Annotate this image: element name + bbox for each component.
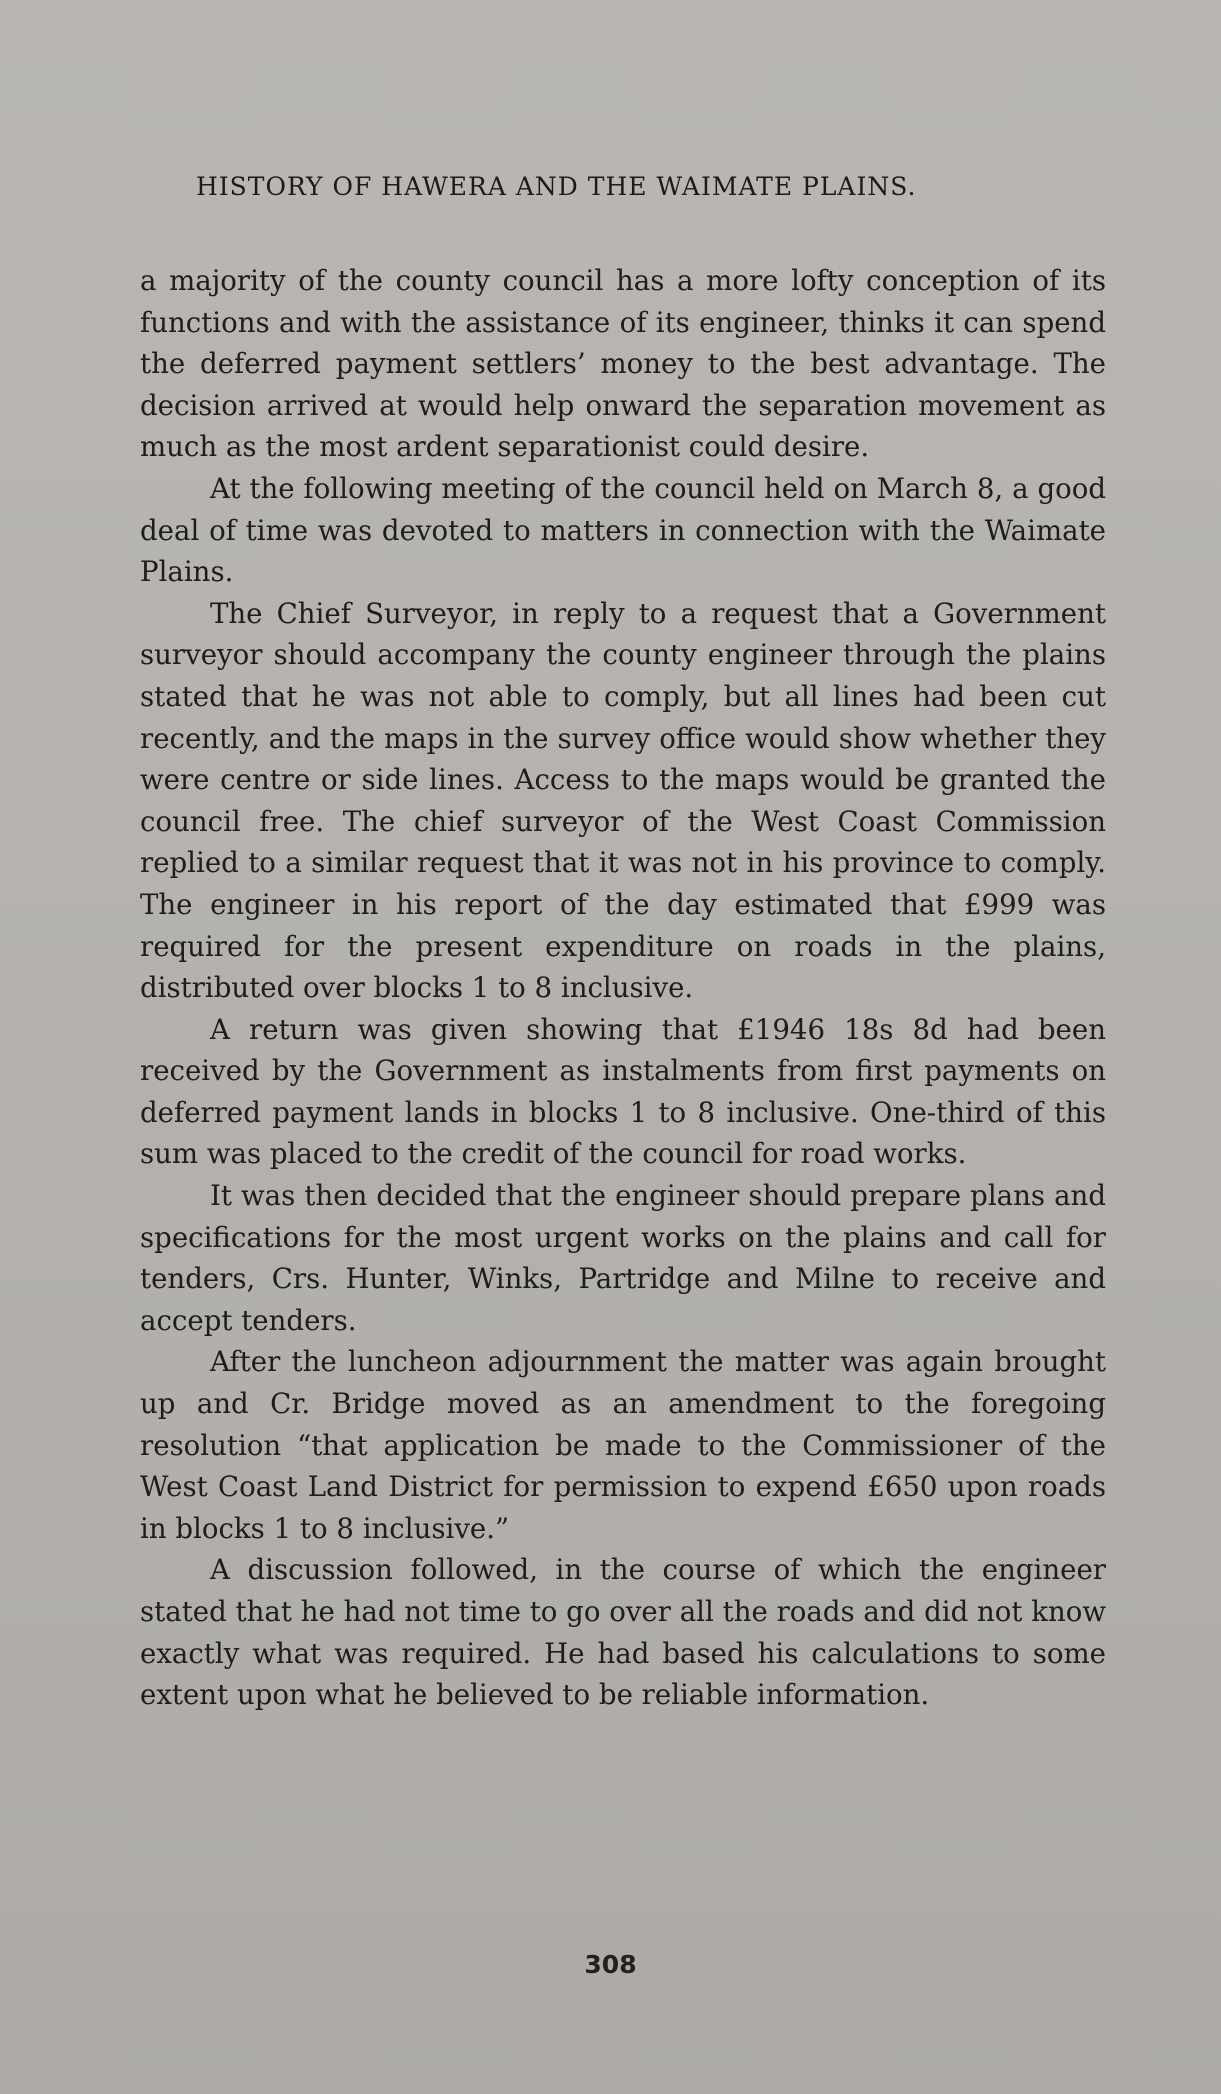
paragraph: The Chief Surveyor, in reply to a request that a Government surveyor should accompany the county engineer through the plains stated that he was not able to comply, but all lines had been cut recently, and the maps in the survey office would show whether they were centre or side lines. Access to the maps would be granted the council free. The chief surveyor of the West Coast Commission replied to a similar request that it was not in his province to comply. The engineer in his report of the day estimated that £999 was required for the present expenditure on roads in the plains, distributed over blocks 1 to 8 inclusive.	[140, 596, 1106, 1005]
paragraph: After the luncheon adjournment the matter was again brought up and Cr. Bridge moved as an amendment to the foregoing resolution “that application be made to the Commissioner of the West Coast Land District for permission to expend £650 upon roads in blocks 1 to 8 inclusive.”	[140, 1345, 1106, 1545]
running-title: HISTORY OF HAWERA AND THE WAIMATE PLAINS.	[196, 172, 917, 201]
body-text	[140, 260, 1106, 1716]
page-number: 308	[584, 1950, 637, 1979]
paragraph: A return was given showing that £1946 18s 8d had been received by the Government as instalments from first payments on deferred payment lands in blocks 1 to 8 inclusive. One-third of this sum was placed to the credit of the council for road works.	[140, 1012, 1106, 1171]
paragraph-continued: a majority of the county council has a more lofty conception of its functions and with the assistance of its engineer, thinks it can spend the deferred payment settlers’ money to the best advantage. The decision arrived at would help onward the separation movement as much as the most ardent separationist could desire.	[140, 264, 1106, 464]
paragraph: At the following meeting of the council held on March 8, a good deal of time was devoted to matters in connection with the Waimate Plains.	[140, 471, 1106, 589]
paragraph: It was then decided that the engineer should prepare plans and specifications for the most urgent works on the plains and call for tenders, Crs. Hunter, Winks, Partridge and Milne to receive and accept tenders.	[140, 1179, 1106, 1337]
paragraph: A discussion followed, in the course of which the engineer stated that he had not time to go over all the roads and did not know exactly what was required. He had based his calculations to some extent upon what he believed to be reliable information.	[140, 1553, 1106, 1712]
